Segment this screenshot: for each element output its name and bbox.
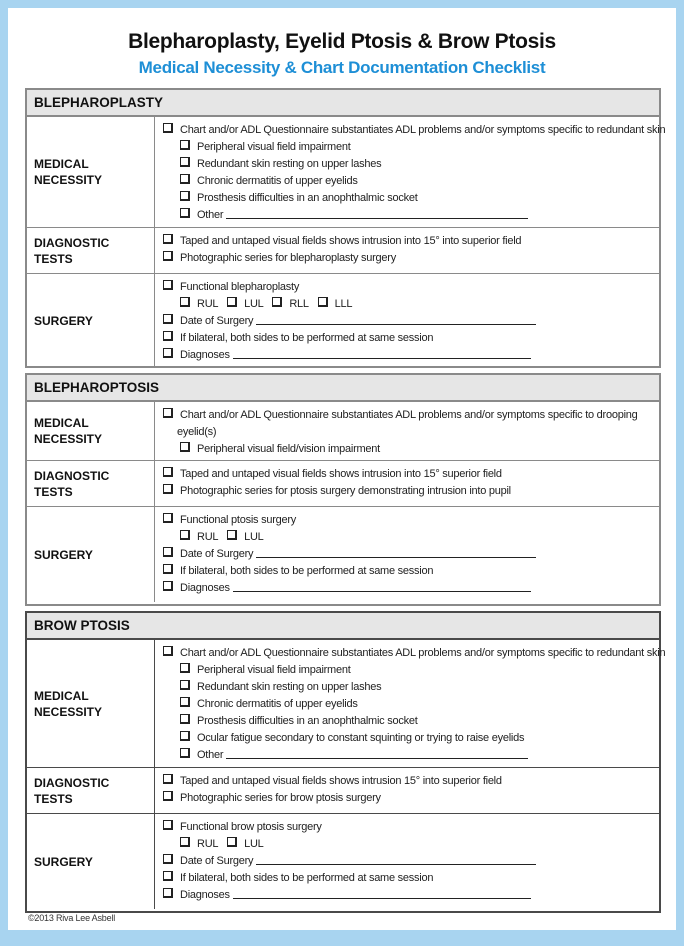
- row-diagnostic-tests: [27, 460, 659, 506]
- checklist-page: [8, 8, 676, 930]
- row-label: DIAGNOSTIC TESTS: [27, 228, 155, 273]
- date-blank-line[interactable]: [256, 546, 536, 558]
- checkbox-icon[interactable]: [163, 547, 173, 557]
- row-label: SURGERY: [27, 814, 155, 909]
- copyright-footer: ©2013 Riva Lee Asbell: [28, 913, 115, 923]
- checkbox-icon[interactable]: [163, 467, 173, 477]
- eyelid-options: RUL LUL: [163, 836, 659, 853]
- other-blank-line[interactable]: [226, 207, 528, 219]
- row-label: SURGERY: [27, 274, 155, 367]
- checkbox-icon[interactable]: [180, 837, 190, 847]
- row-label: MEDICAL NECESSITY: [27, 402, 155, 460]
- checklist-item[interactable]: Prosthesis difficulties in an anophthalmic socket: [163, 713, 665, 730]
- other-blank-line[interactable]: [226, 747, 528, 759]
- checklist-item[interactable]: Ocular fatigue secondary to constant squinting or trying to raise eyelids: [163, 730, 665, 747]
- row-medical-necessity: [27, 402, 659, 460]
- page-subtitle: Medical Necessity & Chart Documentation Checklist: [138, 58, 546, 77]
- checkbox-icon[interactable]: [163, 871, 173, 881]
- checklist-item[interactable]: If bilateral, both sides to be performed at same session: [163, 330, 659, 347]
- checkbox-icon[interactable]: [163, 234, 173, 244]
- checklist-item[interactable]: Photographic series for ptosis surgery demonstrating intrusion into pupil: [163, 483, 659, 500]
- section-brow-ptosis: [25, 611, 666, 913]
- checklist-item[interactable]: Taped and untaped visual fields shows intrusion into 15° into superior field: [163, 233, 659, 250]
- row-label: MEDICAL NECESSITY: [27, 640, 155, 767]
- checkbox-icon[interactable]: [163, 820, 173, 830]
- checklist-item-diagnoses[interactable]: Diagnoses: [163, 347, 659, 364]
- row-medical-necessity: [27, 117, 666, 227]
- checklist-item[interactable]: Peripheral visual field impairment: [163, 662, 665, 679]
- checkbox-icon[interactable]: [163, 314, 173, 324]
- checklist-item-other[interactable]: Other: [163, 207, 665, 224]
- checkbox-icon[interactable]: [163, 484, 173, 494]
- checklist-item[interactable]: Prosthesis difficulties in an anophthalmic socket: [163, 190, 665, 207]
- checklist-item[interactable]: Photographic series for blepharoplasty surgery: [163, 250, 659, 267]
- checklist-item[interactable]: Photographic series for brow ptosis surgery: [163, 790, 659, 807]
- checkbox-icon[interactable]: [163, 408, 173, 418]
- section-title: BLEPHAROPTOSIS: [27, 375, 659, 402]
- checkbox-icon[interactable]: [180, 157, 190, 167]
- checkbox-icon[interactable]: [227, 530, 237, 540]
- row-label: DIAGNOSTIC TESTS: [27, 768, 155, 813]
- checkbox-icon[interactable]: [180, 174, 190, 184]
- checklist-item-date[interactable]: Date of Surgery: [163, 313, 659, 330]
- checklist-item[interactable]: Functional blepharoplasty: [163, 279, 659, 296]
- checkbox-icon[interactable]: [180, 191, 190, 201]
- row-label: DIAGNOSTIC TESTS: [27, 461, 155, 506]
- checkbox-icon[interactable]: [163, 581, 173, 591]
- checkbox-icon[interactable]: [163, 774, 173, 784]
- checkbox-icon[interactable]: [227, 837, 237, 847]
- checkbox-icon[interactable]: [180, 530, 190, 540]
- checklist-item[interactable]: Functional brow ptosis surgery: [163, 819, 659, 836]
- checklist-item[interactable]: If bilateral, both sides to be performed at same session: [163, 563, 659, 580]
- row-label: SURGERY: [27, 507, 155, 602]
- checkbox-icon[interactable]: [272, 297, 282, 307]
- eyelid-options: RUL LUL: [163, 529, 659, 546]
- checkbox-icon[interactable]: [180, 714, 190, 724]
- checklist-item-other[interactable]: Other: [163, 747, 665, 764]
- section-blepharoptosis: [25, 373, 661, 606]
- page-title: Blepharoplasty, Eyelid Ptosis & Brow Ptosis: [128, 30, 556, 53]
- checklist-item[interactable]: Taped and untaped visual fields shows intrusion 15° into superior field: [163, 773, 659, 790]
- checkbox-icon[interactable]: [163, 646, 173, 656]
- checklist-item[interactable]: Redundant skin resting on upper lashes: [163, 679, 665, 696]
- checklist-item[interactable]: Chart and/or ADL Questionnaire substantiates ADL problems and/or symptoms specific to redundant skin: [163, 122, 665, 139]
- diagnoses-blank-line[interactable]: [233, 887, 531, 899]
- diagnoses-blank-line[interactable]: [233, 347, 531, 359]
- section-title: BROW PTOSIS: [27, 613, 659, 640]
- checkbox-icon[interactable]: [180, 663, 190, 673]
- section-blepharoplasty: [25, 88, 666, 368]
- date-blank-line[interactable]: [256, 313, 536, 325]
- row-label: MEDICAL NECESSITY: [27, 117, 155, 227]
- checklist-item[interactable]: Peripheral visual field/vision impairment: [163, 441, 659, 458]
- row-surgery: [27, 813, 659, 909]
- checklist-item[interactable]: Peripheral visual field impairment: [163, 139, 665, 156]
- checkbox-icon[interactable]: [180, 697, 190, 707]
- checkbox-icon[interactable]: [163, 854, 173, 864]
- checklist-item[interactable]: Chart and/or ADL Questionnaire substantiates ADL problems and/or symptoms specific to redundant skin: [163, 645, 665, 662]
- checkbox-icon[interactable]: [163, 280, 173, 290]
- checklist-item-continued: eyelid(s): [177, 426, 217, 438]
- row-surgery: [27, 273, 659, 367]
- checkbox-icon[interactable]: [163, 251, 173, 261]
- checkbox-icon[interactable]: [180, 297, 190, 307]
- section-title: BLEPHAROPLASTY: [27, 90, 659, 117]
- checklist-item-diagnoses[interactable]: Diagnoses: [163, 580, 659, 597]
- checkbox-icon[interactable]: [163, 513, 173, 523]
- checkbox-icon[interactable]: [180, 208, 190, 218]
- checkbox-icon[interactable]: [180, 442, 190, 452]
- checkbox-icon[interactable]: [180, 140, 190, 150]
- checklist-item-diagnoses[interactable]: Diagnoses: [163, 887, 659, 904]
- checkbox-icon[interactable]: [163, 331, 173, 341]
- row-diagnostic-tests: [27, 227, 659, 273]
- checkbox-icon[interactable]: [180, 731, 190, 741]
- eyelid-options: RUL LUL RLL LLL: [163, 296, 659, 313]
- checkbox-icon[interactable]: [163, 564, 173, 574]
- row-surgery: [27, 506, 659, 602]
- diagnoses-blank-line[interactable]: [233, 580, 531, 592]
- checkbox-icon[interactable]: [163, 348, 173, 358]
- checklist-item[interactable]: Redundant skin resting on upper lashes: [163, 156, 665, 173]
- checkbox-icon[interactable]: [227, 297, 237, 307]
- checkbox-icon[interactable]: [163, 123, 173, 133]
- checklist-item-date[interactable]: Date of Surgery: [163, 546, 659, 563]
- checkbox-icon[interactable]: [180, 680, 190, 690]
- checklist-item[interactable]: Chronic dermatitis of upper eyelids: [163, 173, 665, 190]
- checklist-item-date[interactable]: Date of Surgery: [163, 853, 659, 870]
- checkbox-icon[interactable]: [163, 791, 173, 801]
- checkbox-icon[interactable]: [163, 888, 173, 898]
- checklist-item[interactable]: Taped and untaped visual fields shows intrusion into 15° superior field: [163, 466, 659, 483]
- row-diagnostic-tests: [27, 767, 659, 813]
- checklist-item[interactable]: Chronic dermatitis of upper eyelids: [163, 696, 665, 713]
- row-medical-necessity: [27, 640, 666, 767]
- checkbox-icon[interactable]: [180, 748, 190, 758]
- checklist-item[interactable]: If bilateral, both sides to be performed at same session: [163, 870, 659, 887]
- date-blank-line[interactable]: [256, 853, 536, 865]
- checkbox-icon[interactable]: [318, 297, 328, 307]
- checklist-item[interactable]: Functional ptosis surgery: [163, 512, 659, 529]
- checklist-item[interactable]: Chart and/or ADL Questionnaire substantiates ADL problems and/or symptoms specific to drooping: [163, 407, 659, 424]
